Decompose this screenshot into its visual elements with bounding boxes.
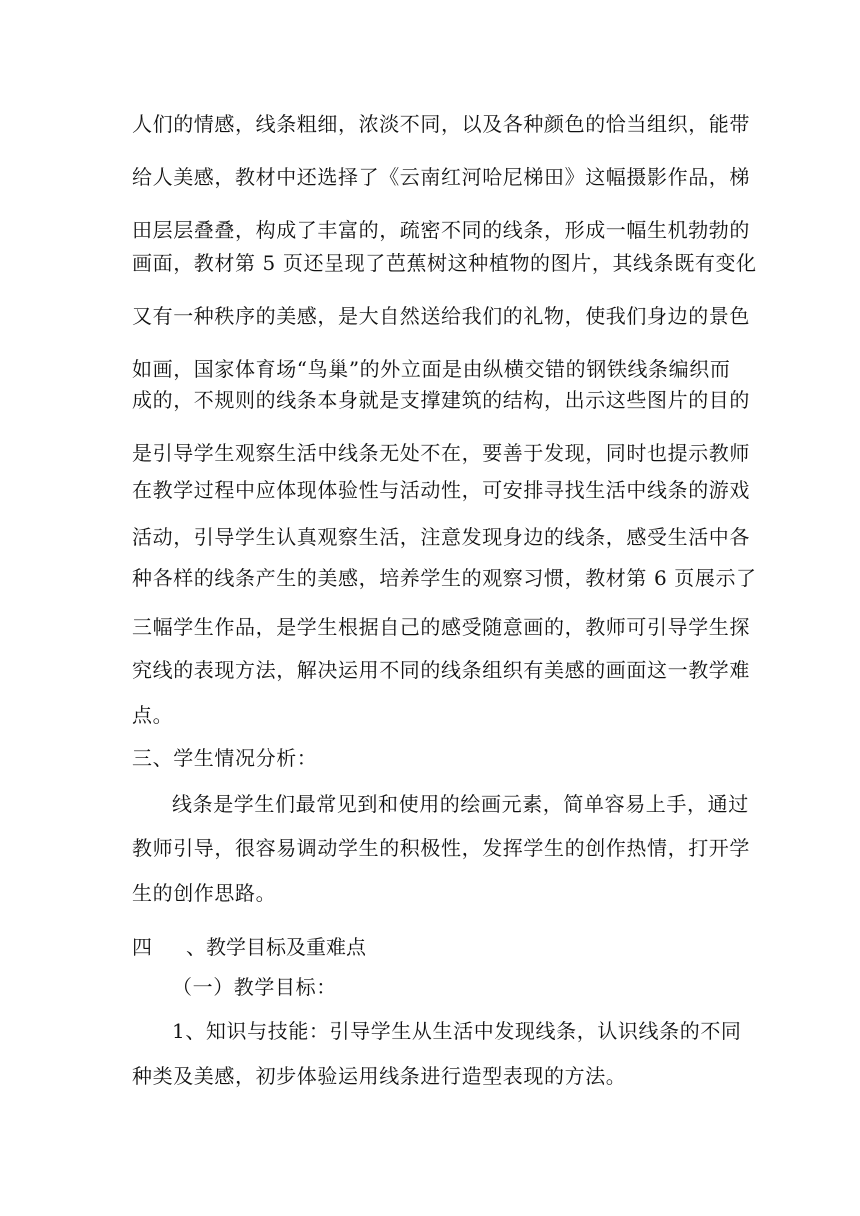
section-heading: 、教学目标及重难点: [186, 935, 366, 959]
subsection-heading: （一）教学目标：: [172, 975, 337, 999]
paragraph-line: 三幅学生作品，是学生根据自己的感受随意画的，教师可引导学生探: [132, 615, 750, 639]
paragraph-line: 种各样的线条产生的美感，培养学生的观察习惯，教材第 6 页展示了: [132, 566, 757, 590]
paragraph-line: 是引导学生观察生活中线条无处不在，要善于发现，同时也提示教师: [132, 441, 750, 465]
paragraph-line: 又有一种秩序的美感，是大自然送给我们的礼物，使我们身边的景色: [132, 304, 750, 328]
paragraph-line: 画面，教材第 5 页还呈现了芭蕉树这种植物的图片，其线条既有变化: [132, 251, 757, 275]
section-heading-number: 四: [132, 935, 152, 959]
paragraph-line: 给人美感，教材中还选择了《云南红河哈尼梯田》这幅摄影作品，梯: [132, 165, 750, 189]
section-heading: 三、学生情况分析：: [132, 746, 318, 770]
paragraph-line: 点。: [132, 703, 174, 727]
paragraph-line: 人们的情感，线条粗细，浓淡不同，以及各种颜色的恰当组织，能带: [132, 112, 750, 136]
paragraph-line: 究线的表现方法，解决运用不同的线条组织有美感的画面这一教学难: [132, 658, 750, 682]
paragraph-line: 生的创作思路。: [132, 881, 277, 905]
paragraph-line: 在教学过程中应体现体验性与活动性，可安排寻找生活中线条的游戏: [132, 478, 750, 502]
paragraph-line: 1、知识与技能：引导学生从生活中发现线条，认识线条的不同: [172, 1019, 742, 1043]
paragraph-line: 如画，国家体育场“鸟巢”的外立面是由纵横交错的钢铁线条编织而: [132, 357, 731, 381]
paragraph-line: 田层层叠叠，构成了丰富的，疏密不同的线条，形成一幅生机勃勃的: [132, 218, 750, 242]
paragraph-line: 线条是学生们最常见到和使用的绘画元素，简单容易上手，通过: [172, 792, 749, 816]
paragraph-line: 教师引导，很容易调动学生的积极性，发挥学生的创作热情，打开学: [132, 836, 750, 860]
paragraph-line: 种类及美感，初步体验运用线条进行造型表现的方法。: [132, 1064, 627, 1088]
paragraph-line: 成的，不规则的线条本身就是支撑建筑的结构，出示这些图片的目的: [132, 388, 750, 412]
paragraph-line: 活动，引导学生认真观察生活，注意发现身边的线条，感受生活中各: [132, 525, 750, 549]
